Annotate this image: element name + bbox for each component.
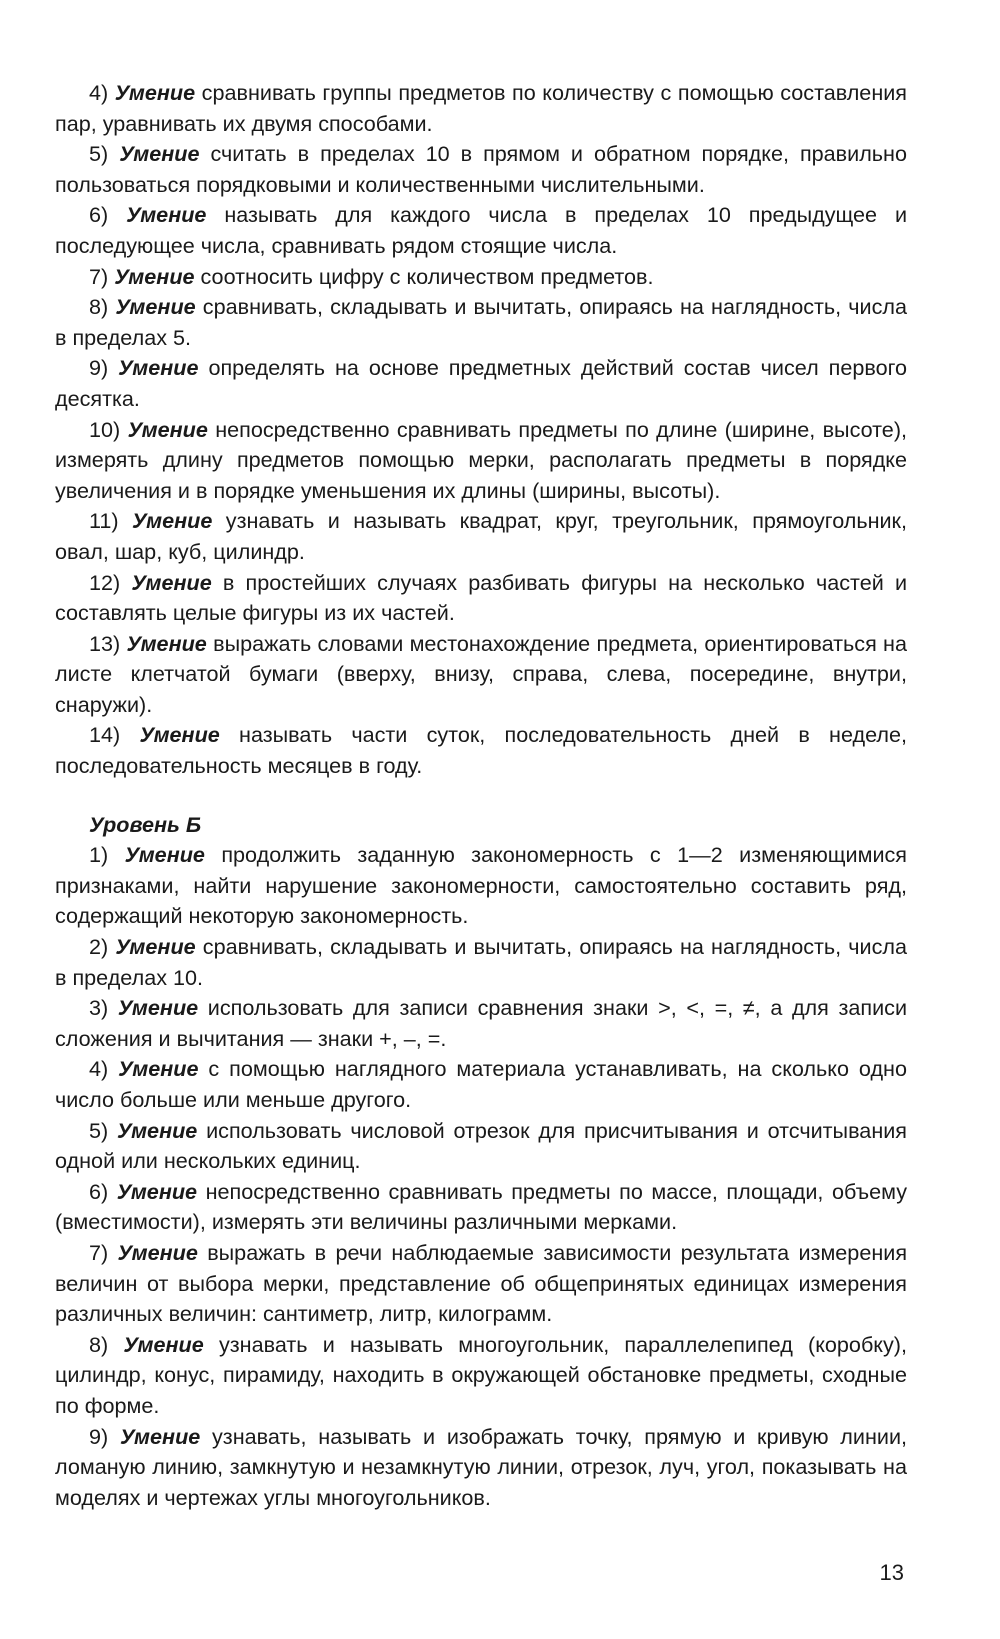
item-keyword: Умение [114, 263, 195, 289]
item-text: сравнивать, складывать и вычитать, опираясь на наглядность, числа в пределах 5. [55, 294, 907, 350]
item-keyword: Умение [124, 842, 205, 868]
list-item [55, 1054, 907, 1115]
list-item [55, 720, 907, 781]
item-text: узнавать, называть и изображать точку, прямую и кривую линии, ломаную линию, замкнутую и незамкнутую линии, отрезок, луч, угол, показывать на моделях и чертежах углы многоугольников. [55, 1423, 908, 1510]
list-item [55, 568, 907, 629]
item-text: непосредственно сравнивать предметы по длине (ширине, высоте), измерять длину предметов помощью мерки, располагать предметы в порядке увеличения и в порядке уменьшения их длины (ширины, высоты). [55, 416, 908, 503]
item-number: 6) [89, 1178, 109, 1204]
item-number: 10) [89, 416, 121, 442]
item-keyword: Умение [119, 1423, 201, 1449]
page-number: 13 [879, 1560, 904, 1585]
item-keyword: Умение [123, 1331, 204, 1357]
item-keyword: Умение [116, 1178, 198, 1204]
list-item [55, 993, 907, 1054]
item-number: 6) [89, 202, 109, 228]
list-item [55, 840, 907, 932]
item-text: сравнивать, складывать и вычитать, опираясь на наглядность, числа в пределах 10. [55, 934, 907, 990]
item-keyword: Умение [118, 1056, 199, 1082]
list-item [55, 1422, 907, 1514]
item-text: выражать словами местонахождение предмета, ориентироваться на листе клетчатой бумаги (вверху, внизу, справа, слева, посередине, внутри, снаружи). [55, 630, 907, 717]
item-number: 12) [89, 569, 121, 595]
item-number: 8) [89, 1331, 109, 1357]
item-number: 7) [89, 1239, 109, 1265]
item-text: использовать числовой отрезок для присчитывания и отсчитывания одной или нескольких единиц. [55, 1117, 907, 1174]
item-text: узнавать и называть многоугольник, параллелепипед (коробку), цилиндр, конус, пирамиду, находить в окружающей обстановке предметы, сходные по форме. [55, 1331, 907, 1418]
level-b-list [55, 840, 907, 1513]
list-item [55, 262, 907, 293]
list-item [55, 1116, 907, 1177]
item-keyword: Умение [131, 569, 212, 595]
item-keyword: Умение [127, 416, 208, 442]
item-number: 13) [89, 630, 121, 656]
item-text: в простейших случаях разбивать фигуры на несколько частей и составлять целые фигуры из их частей. [55, 569, 908, 626]
item-text: соотносить цифру с количеством предметов. [194, 263, 654, 289]
item-number: 5) [89, 141, 109, 167]
level-a-list [55, 78, 907, 782]
item-keyword: Умение [114, 80, 196, 105]
item-number: 9) [89, 355, 109, 381]
list-item [55, 353, 907, 414]
list-item [55, 200, 907, 261]
item-number: 3) [89, 995, 109, 1021]
item-number: 4) [89, 80, 109, 105]
item-keyword: Умение [117, 995, 199, 1021]
item-text: выражать в речи наблюдаемые зависимости результата измерения величин от выбора мерки, представление об общепринятых единицах измерения различных величин: сантиметр, литр, килограмм. [55, 1239, 908, 1327]
item-text: определять на основе предметных действий состав чисел первого десятка. [55, 355, 908, 411]
list-item [55, 1238, 907, 1330]
item-text: продолжить заданную закономерность с 1—2 изменяющимися признаками, найти нарушение закономерности, самостоятельно составить ряд, содержащий некоторую закономерность. [55, 842, 907, 929]
list-item [55, 139, 907, 200]
item-number: 2) [89, 934, 109, 960]
item-text: называть части суток, последовательность дней в неделе, последовательность месяцев в году. [55, 722, 908, 779]
document-page [55, 78, 907, 1513]
item-keyword: Умение [117, 1239, 198, 1265]
item-keyword: Умение [117, 1117, 198, 1143]
list-item [55, 292, 907, 353]
list-item [55, 415, 907, 507]
item-number: 11) [89, 508, 119, 534]
list-item [55, 629, 907, 721]
item-number: 9) [89, 1423, 109, 1449]
level-b-heading: Уровень Б [89, 811, 202, 837]
item-keyword: Умение [115, 294, 196, 320]
item-keyword: Умение [139, 722, 220, 748]
item-text: узнавать и называть квадрат, круг, треугольник, прямоугольник, овал, шар, куб, цилиндр. [55, 508, 908, 564]
item-text: с помощью наглядного материала устанавливать, на сколько одно число больше или меньше другого. [55, 1056, 907, 1112]
item-text: непосредственно сравнивать предметы по массе, площади, объему (вместимости), измерять эти величины различными мерками. [55, 1178, 907, 1235]
item-text: использовать для записи сравнения знаки >, <, =, ≠, а для записи сложения и вычитания — знаки +, –, =. [55, 995, 908, 1051]
item-keyword: Умение [118, 355, 199, 381]
item-number: 8) [89, 294, 109, 320]
item-keyword: Умение [126, 630, 207, 656]
item-keyword: Умение [126, 202, 207, 228]
item-keyword: Умение [115, 934, 196, 960]
item-text: считать в пределах 10 в прямом и обратном порядке, правильно пользоваться порядковыми и количественными числительными. [55, 141, 907, 197]
list-item [55, 506, 907, 567]
list-item [55, 1330, 907, 1422]
item-number: 5) [89, 1117, 109, 1143]
list-item [55, 78, 907, 139]
list-item [55, 932, 907, 993]
list-item [55, 1177, 907, 1238]
item-text: сравнивать группы предметов по количеству с помощью составления пар, уравнивать их двумя способами. [55, 80, 907, 136]
item-text: называть для каждого числа в пределах 10 предыдущее и последующее числа, сравнивать рядом стоящие числа. [55, 202, 908, 258]
item-number: 1) [89, 842, 109, 868]
item-keyword: Умение [119, 141, 200, 167]
item-keyword: Умение [132, 508, 213, 534]
item-number: 14) [89, 722, 121, 748]
item-number: 4) [89, 1056, 109, 1082]
item-number: 7) [89, 263, 109, 289]
